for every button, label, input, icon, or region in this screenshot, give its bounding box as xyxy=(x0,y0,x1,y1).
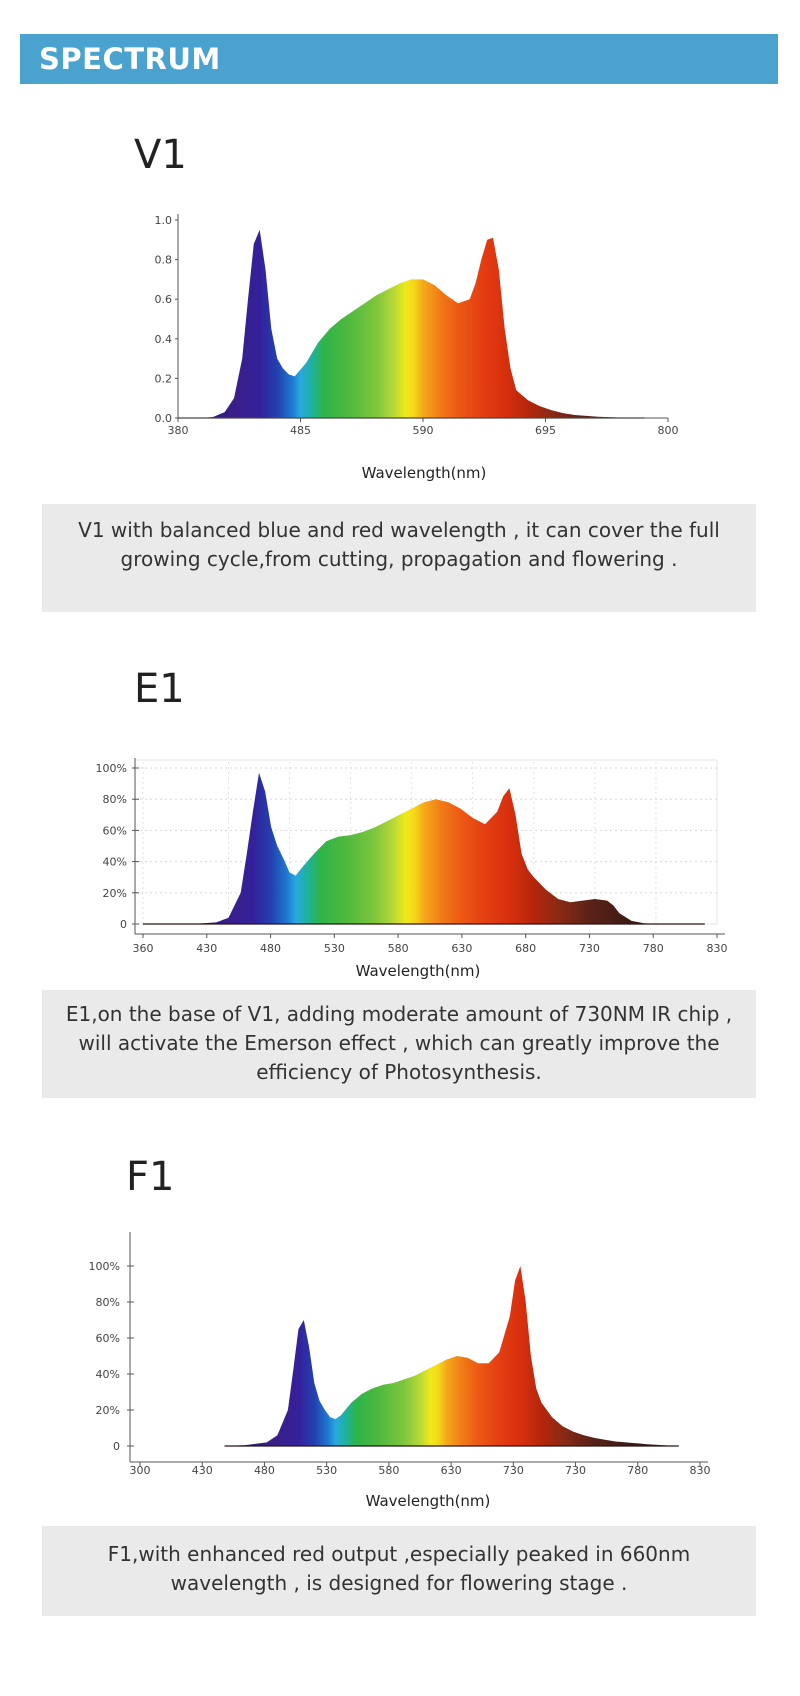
x-tick-label: 590 xyxy=(412,424,434,437)
description-line: growing cycle,from cutting, propagation and flowering . xyxy=(120,547,678,571)
spectrum-area xyxy=(178,230,645,418)
x-tick-label: 580 xyxy=(378,1464,400,1477)
y-tick-label: 0 xyxy=(120,918,127,931)
x-tick-label: 680 xyxy=(515,942,537,955)
chart-v1 xyxy=(0,190,800,500)
chart-title-e1: E1 xyxy=(134,666,185,712)
y-tick-label: 0.0 xyxy=(154,412,172,425)
y-tick-label: 0.4 xyxy=(154,332,172,346)
x-tick-label: 430 xyxy=(196,942,218,955)
x-tick-label: 695 xyxy=(535,424,556,437)
description-f1 xyxy=(42,1526,756,1616)
y-tick-label: 60% xyxy=(95,1332,120,1345)
x-tick-label: 830 xyxy=(706,942,728,955)
y-tick-label: 20% xyxy=(102,886,127,900)
x-axis-label: Wavelength(nm) xyxy=(355,962,481,980)
y-tick-label: 0 xyxy=(113,1440,120,1453)
y-tick-label: 60% xyxy=(102,824,127,838)
chart-f1 xyxy=(0,1220,800,1520)
x-tick-label: 630 xyxy=(451,942,473,955)
x-tick-label: 780 xyxy=(642,942,664,955)
description-line: V1 with balanced blue and red wavelength , it can cover the full xyxy=(78,518,720,542)
x-tick-label: 480 xyxy=(260,942,282,955)
x-axis-label: Wavelength(nm) xyxy=(365,1492,491,1510)
section-header xyxy=(20,34,778,84)
header-title: SPECTRUM xyxy=(39,42,221,76)
x-tick-label: 580 xyxy=(387,942,409,955)
chart-title-f1: F1 xyxy=(126,1154,175,1200)
x-tick-label: 730 xyxy=(565,1464,587,1477)
chart-title-v1: V1 xyxy=(134,132,187,178)
y-tick-label: 100% xyxy=(95,762,127,775)
y-tick-label: 0.6 xyxy=(154,293,172,307)
x-tick-label: 300 xyxy=(129,1464,151,1477)
x-tick-label: 485 xyxy=(290,424,311,437)
spectrum-area xyxy=(225,1266,679,1446)
description-line: E1,on the base of V1, adding moderate amount of 730NM IR chip , xyxy=(65,1002,733,1026)
y-tick-label: 20% xyxy=(95,1404,120,1417)
y-tick-label: 80% xyxy=(102,793,127,807)
spectrum-area xyxy=(143,773,705,924)
description-line: wavelength , is designed for flowering stage . xyxy=(170,1571,628,1595)
x-tick-label: 530 xyxy=(323,942,345,955)
x-axis-label: Wavelength(nm) xyxy=(361,464,487,482)
y-tick-label: 100% xyxy=(88,1260,120,1273)
x-tick-label: 630 xyxy=(440,1464,462,1477)
y-tick-label: 1.0 xyxy=(154,214,172,227)
chart-e1 xyxy=(0,726,800,984)
x-tick-label: 730 xyxy=(502,1464,524,1477)
x-tick-label: 780 xyxy=(627,1464,649,1477)
x-tick-label: 430 xyxy=(191,1464,213,1477)
description-v1 xyxy=(42,504,756,612)
x-tick-label: 800 xyxy=(657,424,679,437)
x-tick-label: 830 xyxy=(689,1464,711,1477)
y-tick-label: 40% xyxy=(102,855,127,869)
x-tick-label: 480 xyxy=(253,1464,275,1477)
y-tick-label: 0.2 xyxy=(154,372,172,386)
x-tick-label: 730 xyxy=(578,942,600,955)
y-tick-label: 40% xyxy=(95,1368,120,1381)
y-tick-label: 80% xyxy=(95,1296,120,1309)
x-tick-label: 380 xyxy=(167,424,189,437)
y-tick-label: 0.8 xyxy=(154,253,172,267)
description-line: F1,with enhanced red output ,especially peaked in 660nm xyxy=(107,1542,691,1566)
description-line: will activate the Emerson effect , which can greatly improve the xyxy=(78,1031,720,1055)
x-tick-label: 530 xyxy=(316,1464,338,1477)
description-line: efficiency of Photosynthesis. xyxy=(256,1060,542,1084)
x-tick-label: 360 xyxy=(132,942,154,955)
description-e1 xyxy=(42,990,756,1098)
